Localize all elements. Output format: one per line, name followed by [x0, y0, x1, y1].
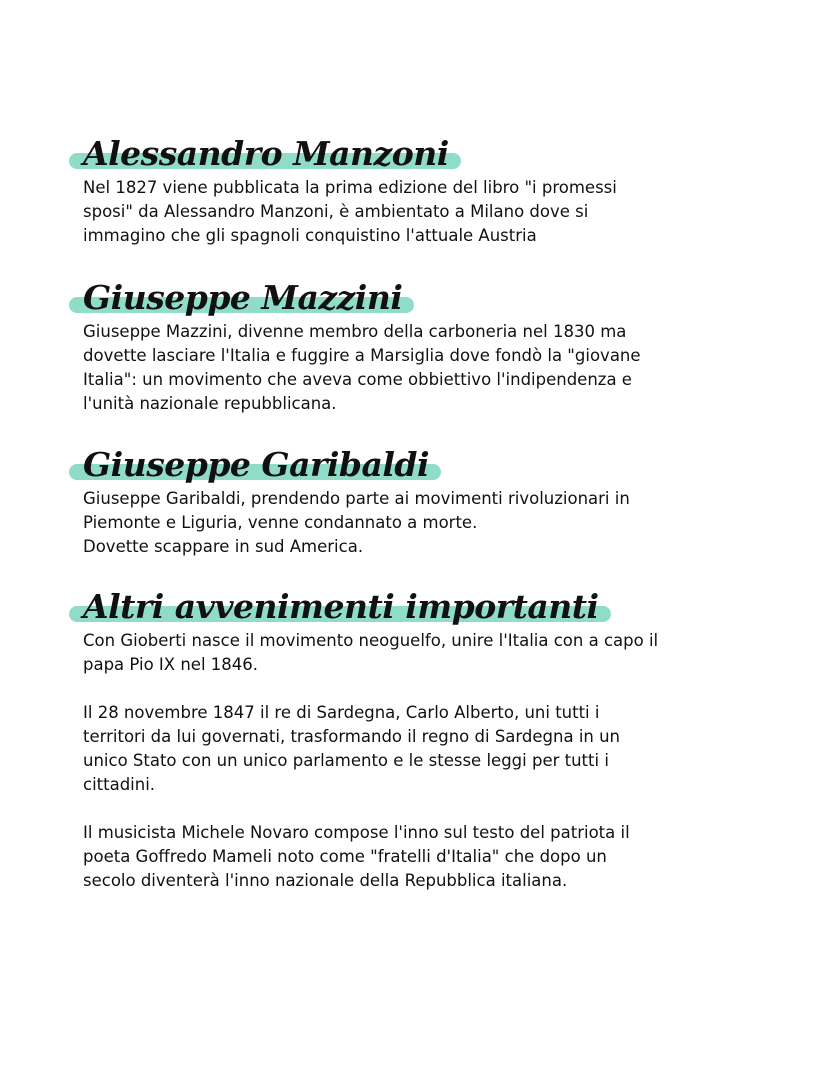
section-garibaldi: [83, 443, 763, 559]
section-paragraph: Con Gioberti nasce il movimento neoguelfo, unire l'Italia con a capo il papa Pio IX nel 1846.: [83, 631, 659, 674]
section-paragraph: Il 28 novembre 1847 il re di Sardegna, Carlo Alberto, uni tutti i territori da lui governati, trasformando il regno di Sardegna in un unico Stato con un unico parlamento e le stesse leggi per tutti i cittadini.: [83, 703, 621, 794]
section-altri-avvenimenti: [83, 585, 783, 893]
section-paragraph: Giuseppe Garibaldi, prendendo parte ai movimenti rivoluzionari in Piemonte e Liguria, venne condannato a morte. Dovette scappare in sud America.: [83, 489, 630, 556]
section-paragraph: Nel 1827 viene pubblicata la prima edizione del libro "i promessi sposi" da Alessandro Manzoni, è ambientato a Milano dove si immagino che gli spagnoli conquistino l'attuale Austria: [83, 178, 617, 245]
section-manzoni: [83, 132, 763, 248]
section-paragraph: Giuseppe Mazzini, divenne membro della carboneria nel 1830 ma dovette lasciare l'Italia e fuggire a Marsiglia dove fondò la "giovane Italia": un movimento che aveva come obbiettivo l'indipendenza e l'unità nazionale repubblicana.: [83, 322, 641, 413]
section-heading: Giuseppe Garibaldi: [83, 443, 439, 487]
section-heading: Altri avvenimenti importanti: [83, 585, 609, 629]
section-heading: Giuseppe Mazzini: [83, 276, 412, 320]
section-paragraph: Il musicista Michele Novaro compose l'inno sul testo del patriota il poeta Goffredo Mameli noto come "fratelli d'Italia" che dopo un secolo diventerà l'inno nazionale della Repubblica italiana.: [83, 823, 630, 890]
section-mazzini: [83, 276, 763, 416]
section-heading: Alessandro Manzoni: [83, 132, 459, 176]
